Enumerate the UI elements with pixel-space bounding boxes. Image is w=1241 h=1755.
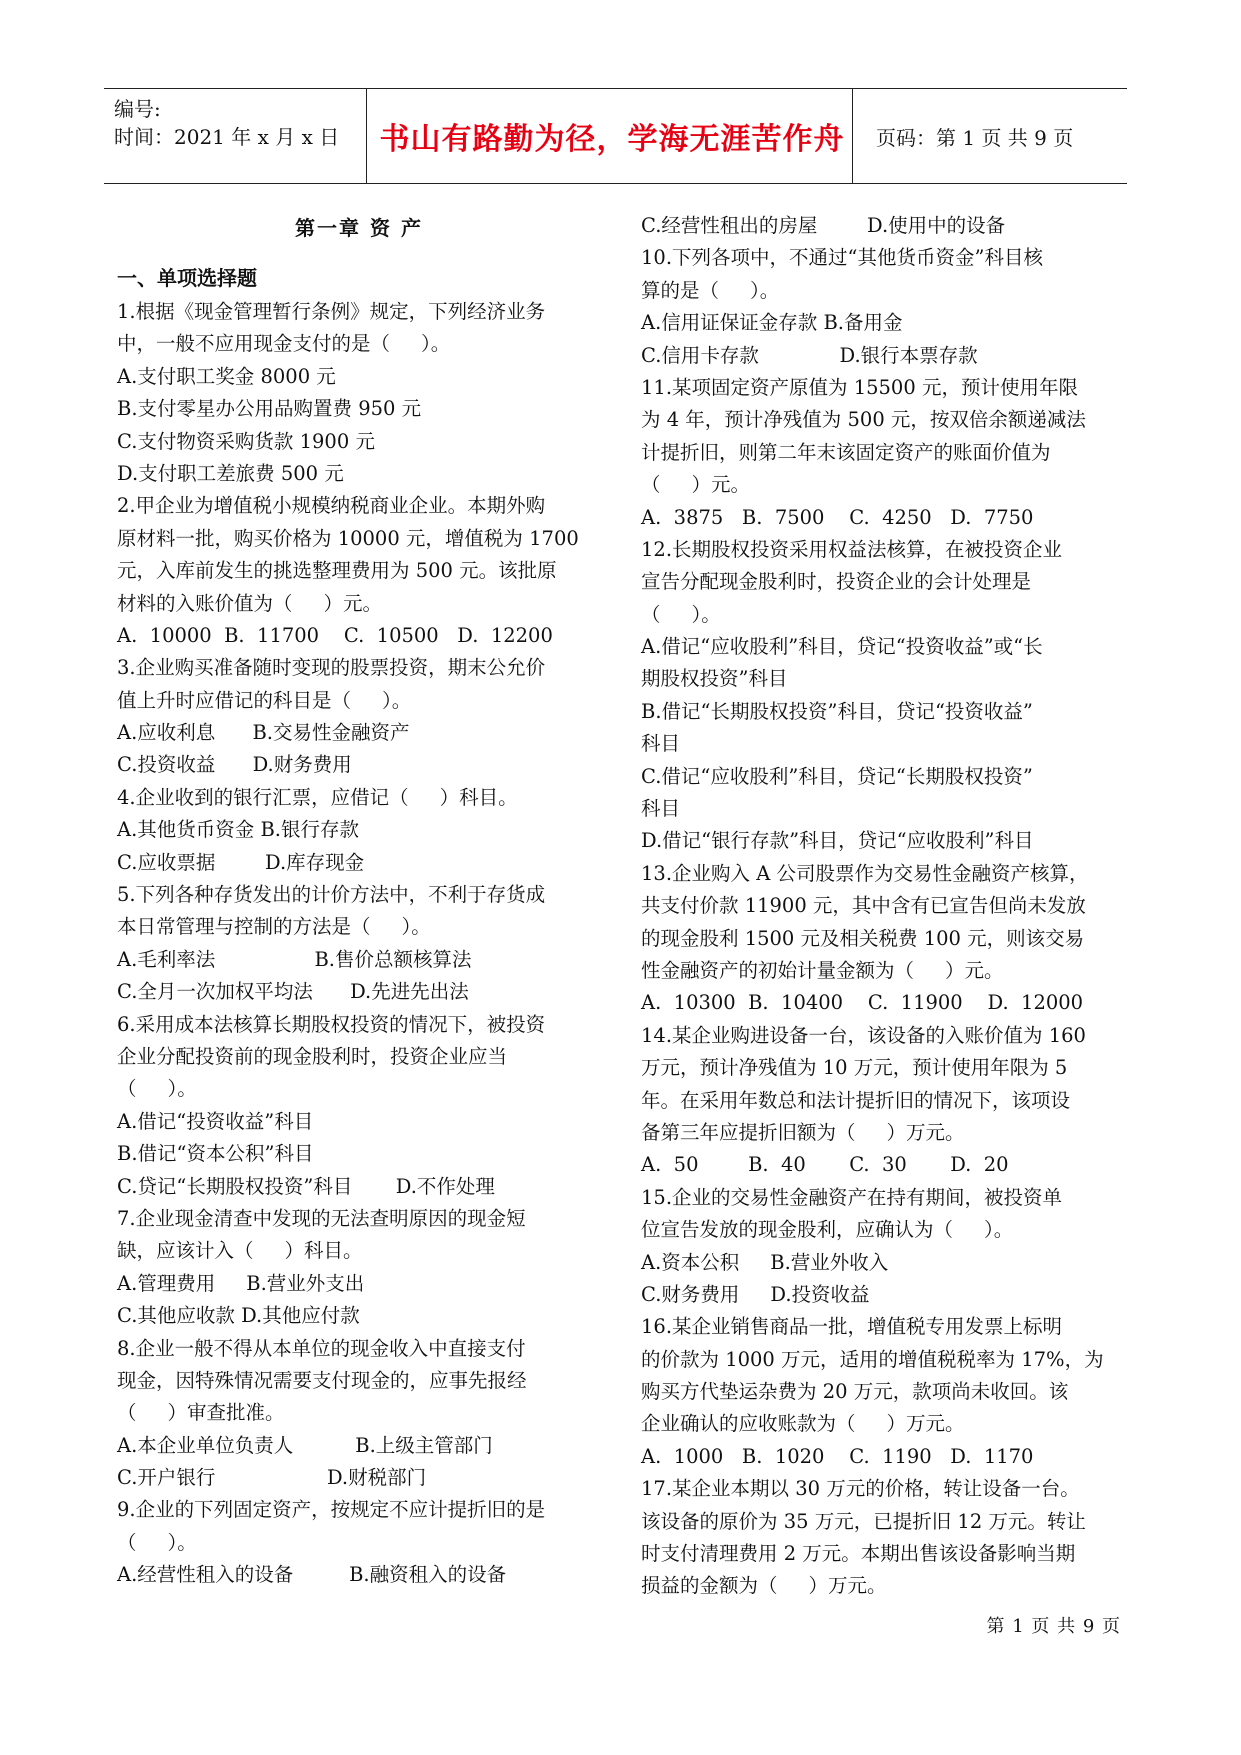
page-footer: 第 1 页 共 9 页	[986, 1616, 1121, 1637]
text-line: C.借记“应收股利”科目，贷记“长期股权投资”	[641, 764, 1033, 788]
text-line: B.支付零星办公用品购置费 950 元	[117, 397, 422, 421]
text-line: B.借记“长期股权投资”科目，贷记“投资收益”	[641, 699, 1033, 723]
text-line: A.信用证保证金存款 B.备用金	[641, 311, 903, 335]
text-line: （ ）。	[117, 1077, 197, 1101]
text-line: 共支付价款 11900 元，其中含有已宣告但尚未发放	[641, 894, 1086, 918]
text-line: 计提折旧，则第二年末该固定资产的账面价值为	[641, 440, 1051, 464]
text-line: 15.企业的交易性金融资产在持有期间，被投资单	[641, 1185, 1063, 1209]
text-line: A. 1000 B. 1020 C. 1190 D. 1170	[641, 1444, 1034, 1468]
text-line: 12.长期股权投资采用权益法核算，在被投资企业	[641, 537, 1063, 561]
text-line: C.全月一次加权平均法 D.先进先出法	[117, 980, 469, 1004]
text-line: （ ）元。	[641, 473, 750, 497]
header-motto: 书山有路勤为径，学海无涯苦作舟	[379, 122, 845, 157]
text-line: （ ）审查批准。	[117, 1401, 285, 1425]
text-line: 位宣告发放的现金股利，应确认为（ ）。	[641, 1218, 1014, 1242]
text-line: 8.企业一般不得从本单位的现金收入中直接支付	[117, 1336, 526, 1360]
text-line: 材料的入账价值为（ ）元。	[117, 591, 382, 615]
text-line: 缺，应该计入（ ）科目。	[117, 1239, 363, 1263]
text-line: 时支付清理费用 2 万元。本期出售该设备影响当期	[641, 1542, 1076, 1566]
text-line: A.经营性租入的设备 B.融资租入的设备	[117, 1563, 507, 1587]
text-line: 为 4 年，预计净残值为 500 元，按双倍余额递减法	[641, 408, 1086, 432]
text-line: A.借记“应收股利”科目，贷记“投资收益”或“长	[641, 635, 1043, 659]
text-line: A. 10000 B. 11700 C. 10500 D. 12200	[117, 623, 553, 647]
text-line: 1.根据《现金管理暂行条例》规定，下列经济业务	[117, 300, 546, 323]
text-line: 备第三年应提折旧额为（ ）万元。	[641, 1120, 965, 1144]
text-line: C.支付物资采购货款 1900 元	[117, 429, 375, 453]
text-line: A. 10300 B. 10400 C. 11900 D. 12000	[641, 991, 1084, 1015]
text-line: 损益的金额为（ ）万元。	[641, 1574, 887, 1598]
text-line: 购买方代垫运杂费为 20 万元，款项尚未收回。该	[641, 1380, 1069, 1404]
text-line: 的价款为 1000 万元，适用的增值税税率为 17%，为	[641, 1347, 1104, 1371]
text-line: 原材料一批，购买价格为 10000 元，增值税为 1700	[117, 526, 579, 550]
text-line: 企业确认的应收账款为（ ）万元。	[641, 1412, 965, 1436]
text-line: 14.某企业购进设备一台，该设备的入账价值为 160	[641, 1023, 1086, 1047]
header-table	[104, 88, 1127, 184]
text-line: 值上升时应借记的科目是（ ）。	[117, 688, 412, 712]
text-line: 企业分配投资前的现金股利时，投资企业应当	[117, 1044, 508, 1068]
text-line: A. 3875 B. 7500 C. 4250 D. 7750	[641, 505, 1034, 529]
text-line: （ ）。	[117, 1530, 197, 1554]
header-divider	[366, 89, 367, 183]
text-line: 6.采用成本法核算长期股权投资的情况下，被投资	[117, 1012, 546, 1036]
right-column	[641, 210, 1125, 1603]
header-divider	[852, 89, 853, 183]
text-line: 13.企业购入 A 公司股票作为交易性金融资产核算，	[641, 861, 1089, 885]
text-line: 科目	[641, 732, 681, 756]
text-line: A.其他货币资金 B.银行存款	[117, 818, 360, 842]
text-line: 本日常管理与控制的方法是（ ）。	[117, 915, 431, 939]
text-line: C.贷记“长期股权投资”科目 D.不作处理	[117, 1174, 495, 1198]
time-label: 时间：2021 年 x 月 x 日	[114, 125, 340, 149]
chapter-title: 第一章 资 产	[295, 216, 423, 240]
text-line: 3.企业购买准备随时变现的股票投资，期末公允价	[117, 656, 546, 680]
text-line: C.投资收益 D.财务费用	[117, 753, 352, 777]
text-line: 该设备的原价为 35 万元，已提折旧 12 万元。转让	[641, 1509, 1086, 1533]
text-line: C.开户银行 D.财税部门	[117, 1466, 427, 1490]
left-column	[117, 210, 601, 1592]
text-line: 年。在采用年数总和法计提折旧的情况下，该项设	[641, 1088, 1071, 1112]
text-line: 17.某企业本期以 30 万元的价格，转让设备一台。	[641, 1477, 1080, 1501]
text-line: 10.下列各项中，不通过“其他货币资金”科目核	[641, 246, 1043, 270]
text-line: C.信用卡存款 D.银行本票存款	[641, 343, 978, 367]
text-line: A.借记“投资收益”科目	[117, 1109, 314, 1133]
text-line: 宣告分配现金股利时，投资企业的会计处理是	[641, 570, 1032, 594]
text-line: 期股权投资”科目	[641, 667, 788, 691]
text-line: 11.某项固定资产原值为 15500 元，预计使用年限	[641, 375, 1078, 399]
text-line: （ ）。	[641, 602, 721, 626]
text-line: 5.下列各种存货发出的计价方法中，不利于存货成	[117, 883, 546, 907]
text-line: 元，入库前发生的挑选整理费用为 500 元。该批原	[117, 559, 557, 583]
text-line: 性金融资产的初始计量金额为（ ）元。	[641, 958, 1004, 982]
text-line: 2.甲企业为增值税小规模纳税商业企业。本期外购	[117, 494, 546, 518]
text-line: A.管理费用 B.营业外支出	[117, 1271, 365, 1295]
text-line: D.支付职工差旅费 500 元	[117, 461, 344, 485]
header-meta	[114, 95, 364, 151]
text-line: 4.企业收到的银行汇票，应借记（ ）科目。	[117, 785, 518, 809]
text-line: D.借记“银行存款”科目，贷记“应收股利”科目	[641, 829, 1034, 853]
number-label: 编号:	[114, 97, 161, 121]
text-line: 万元，预计净残值为 10 万元，预计使用年限为 5	[641, 1056, 1068, 1080]
header-page-info: 页码：第 1 页 共 9 页	[876, 125, 1074, 150]
text-line: A.资本公积 B.营业外收入	[641, 1250, 889, 1274]
text-line: A. 50 B. 40 C. 30 D. 20	[641, 1153, 1009, 1177]
text-line: 算的是（ ）。	[641, 278, 780, 302]
text-line: 中，一般不应用现金支付的是（ ）。	[117, 332, 451, 356]
text-line: A.应收利息 B.交易性金融资产	[117, 721, 410, 745]
right-question-lines	[641, 210, 1125, 1603]
text-line: 现金，因特殊情况需要支付现金的，应事先报经	[117, 1368, 527, 1392]
text-line: 16.某企业销售商品一批，增值税专用发票上标明	[641, 1315, 1063, 1339]
text-line: 7.企业现金清查中发现的无法查明原因的现金短	[117, 1206, 526, 1230]
text-line: C.财务费用 D.投资收益	[641, 1282, 870, 1306]
text-line: B.借记“资本公积”科目	[117, 1142, 314, 1166]
text-line: C.其他应收款 D.其他应付款	[117, 1304, 360, 1328]
text-line: C.经营性租出的房屋 D.使用中的设备	[641, 214, 1006, 237]
left-question-lines	[117, 296, 601, 1592]
text-line: C.应收票据 D.库存现金	[117, 850, 365, 874]
text-line: A.毛利率法 B.售价总额核算法	[117, 947, 472, 971]
text-line: 的现金股利 1500 元及相关税费 100 元，则该交易	[641, 926, 1085, 950]
text-line: 科目	[641, 797, 681, 821]
text-line: A.支付职工奖金 8000 元	[117, 364, 336, 388]
text-line: A.本企业单位负责人 B.上级主管部门	[117, 1433, 493, 1457]
text-line: 9.企业的下列固定资产，按规定不应计提折旧的是	[117, 1498, 546, 1522]
section-title: 一、单项选择题	[117, 266, 257, 290]
